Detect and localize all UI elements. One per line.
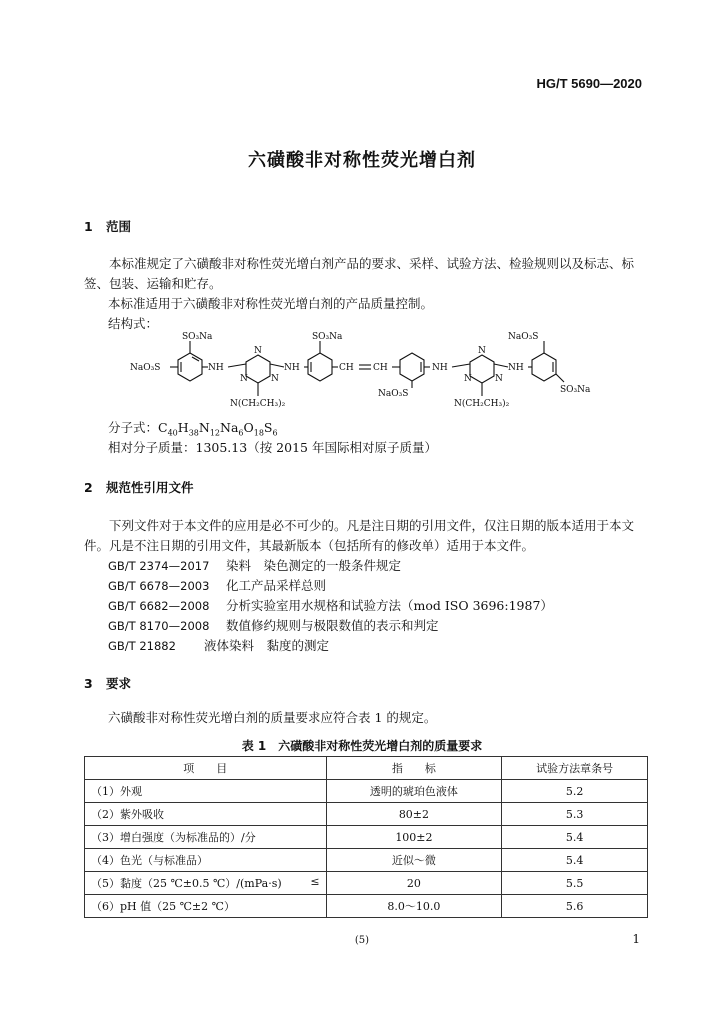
group-label: CH [339,363,354,373]
page-number: 1 [632,932,640,946]
formula-label: 分子式： [108,420,159,435]
footer-code: (5) [354,935,370,946]
structural-formula [130,330,610,418]
table-row [85,780,648,803]
group-label: SO₃Na [182,332,213,342]
molecular-mass: 相对分子质量：1305.13（按 2015 年国际相对原子质量） [108,440,437,455]
table-row [85,849,648,872]
reference-code: GB/T 21882 [108,639,176,653]
reference-item [108,596,553,616]
reference-code: GB/T 8170—2008 [108,619,210,633]
group-label: N [464,374,472,384]
value-cell: 透明的琥珀色液体 [326,780,502,803]
table-caption [0,737,724,754]
method-cell: 5.5 [502,872,648,895]
group-label: N(CH₂CH₃)₂ [230,399,286,409]
reference-name: 液体染料 黏度的测定 [204,638,330,653]
method-cell: 5.3 [502,803,648,826]
section-3-heading [84,674,131,692]
table-row [85,803,648,826]
value-cell: 80±2 [326,803,502,826]
group-label: NH [284,363,300,373]
table-number: 表 1 [241,739,267,753]
value-cell: 8.0～10.0 [326,895,502,918]
section-1-heading [84,217,131,235]
section-number: 1 [84,219,93,234]
reference-code: GB/T 6682—2008 [108,599,210,613]
item-cell: （3）增白强度（为标准品的）/分 [85,826,327,849]
section-2-heading [84,478,194,496]
method-cell: 5.4 [502,849,648,872]
group-label: NaO₃S [508,332,539,342]
method-cell: 5.4 [502,826,648,849]
value-cell: 100±2 [326,826,502,849]
table-row [85,826,648,849]
benzene-ring [400,353,424,381]
reference-item [108,616,439,636]
item-cell: （4）色光（与标准品） [85,849,327,872]
section-title: 范围 [106,219,132,234]
reference-item [108,576,326,596]
table-title: 六磺酸非对称性荧光增白剂的质量要求 [278,739,483,753]
item-cell: （2）紫外吸收 [85,803,327,826]
group-label: SO₃Na [560,385,591,395]
references-intro: 下列文件对于本文件的应用是必不可少的。凡是注日期的引用文件，仅注日期的版本适用于本文件。凡是不注日期的引用文件，其最新版本（包括所有的修改单）适用于本文件。 [84,518,635,553]
structure-label: 结构式： [108,316,159,331]
group-label: SO₃Na [312,332,343,342]
method-cell: 5.6 [502,895,648,918]
group-label: NaO₃S [130,363,161,373]
group-label: CH [373,363,388,373]
reference-name: 分析实验室用水规格和试验方法（mod ISO 3696:1987） [226,598,553,613]
table-row [85,895,648,918]
group-label: N [495,374,503,384]
triazine-ring [246,355,270,383]
benzene-ring [178,353,202,381]
group-label: NaO₃S [378,389,409,399]
molecular-formula: 分子式：$C_{40}H_{38}N_{12}Na_6O_{18}S_6$ [108,420,278,438]
standard-number: HG/T 5690—2020 [536,76,642,91]
section-title: 规范性引用文件 [106,480,194,495]
section-number: 2 [84,480,93,495]
reference-code: GB/T 2374—2017 [108,559,210,573]
group-label: N [271,374,279,384]
document-title: 六磺酸非对称性荧光增白剂 [248,150,476,171]
quality-requirements-table [84,756,648,918]
scope-paragraph-2: 本标准适用于六磺酸非对称性荧光增白剂的产品质量控制。 [108,296,434,311]
reference-item [108,636,329,656]
group-label: NH [508,363,524,373]
group-label: N [254,346,262,356]
triazine-ring [470,355,494,383]
section-number: 3 [84,676,93,691]
group-label: N(CH₂CH₃)₂ [454,399,510,409]
item-cell: （1）外观 [85,780,327,803]
requirements-intro: 六磺酸非对称性荧光增白剂的质量要求应符合表 1 的规定。 [108,710,437,725]
item-cell: （5）黏度（25 ℃±0.5 ℃）/(mPa·s) ≤ [85,872,327,895]
table-row [85,872,648,895]
item-cell: （6）pH 值（25 ℃±2 ℃） [85,895,327,918]
group-label: N [240,374,248,384]
reference-name: 染料 染色测定的一般条件规定 [226,558,402,573]
column-header: 指 标 [326,757,502,780]
group-label: N [478,346,486,356]
section-title: 要求 [106,676,132,691]
benzene-ring [308,353,332,381]
reference-name: 数值修约规则与极限数值的表示和判定 [226,618,439,633]
reference-item [108,556,401,576]
group-label: NH [208,363,224,373]
scope-paragraph-1: 本标准规定了六磺酸非对称性荧光增白剂产品的要求、采样、试验方法、检验规则以及标志、标签、包装、运输和贮存。 [84,256,635,291]
method-cell: 5.2 [502,780,648,803]
value-cell: 20 [326,872,502,895]
column-header: 试验方法章条号 [502,757,648,780]
group-label: NH [432,363,448,373]
value-cell: 近似～微 [326,849,502,872]
benzene-ring [532,353,556,381]
table-header-row [85,757,648,780]
column-header: 项 目 [85,757,327,780]
reference-code: GB/T 6678—2003 [108,579,210,593]
reference-name: 化工产品采样总则 [226,578,327,593]
